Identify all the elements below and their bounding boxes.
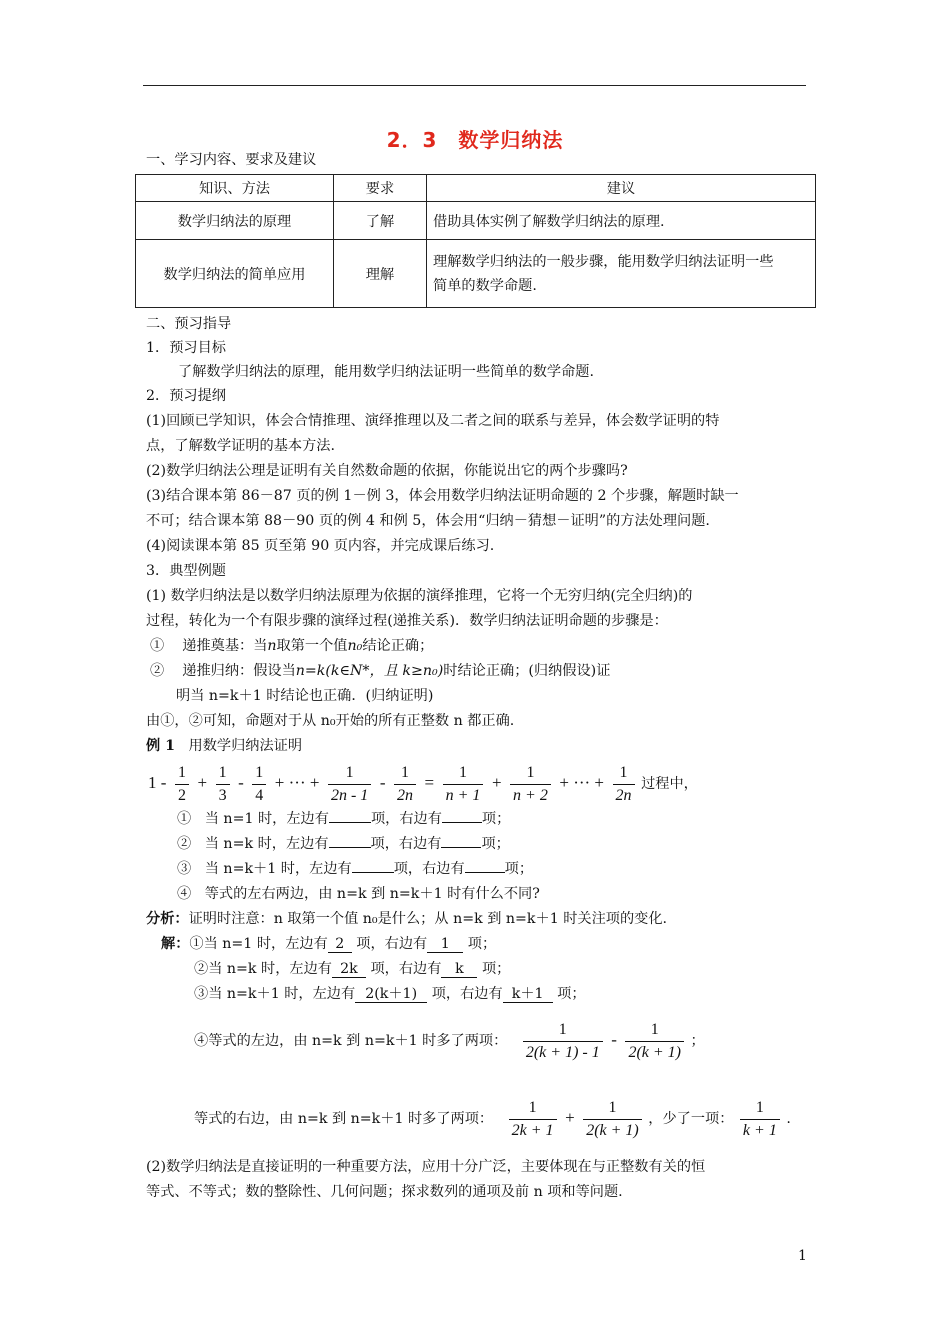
solution-text: 项，右边有 (356, 936, 428, 952)
denominator: 2 (177, 786, 186, 804)
example-text: 用数学归纳法证明 (188, 738, 303, 754)
fraction (175, 762, 189, 807)
table-cell (427, 202, 816, 240)
answer-blank[interactable] (329, 822, 371, 823)
solution-line-3 (194, 984, 586, 1004)
numerator: 1 (216, 762, 230, 785)
fraction (252, 762, 266, 807)
closing-line: (2)数学归纳法是直接证明的一种重要方法，应用十分广泛，主要体现在与正整数有关的恒 (146, 1159, 706, 1175)
step-number: ② (150, 663, 165, 679)
subheading-outline: 2．预习提纲 (146, 388, 226, 404)
table-row (136, 240, 816, 308)
table-header-row (136, 175, 816, 202)
solution-text: ③当 n=k＋1 时，左边有 (194, 986, 356, 1002)
question-text: 项； (481, 811, 511, 827)
denominator: 2n - 1 (330, 786, 369, 804)
solution-line-2 (194, 959, 510, 979)
fraction (328, 762, 371, 807)
numerator: 1 (175, 762, 189, 785)
header-rule (143, 85, 806, 86)
analysis-text: 证明时注意：n 取第一个值 n₀是什么；从 n=k 到 n=k＋1 时关注项的变化. (188, 911, 668, 927)
answer-value: 2(k＋1) (355, 986, 427, 1003)
solution-label: 解： (161, 936, 190, 952)
numerator: 1 (625, 1019, 684, 1042)
solution-text: 项； (467, 936, 497, 952)
table-row (136, 202, 816, 240)
question-3 (177, 859, 533, 879)
section-heading-2: 二、预习指导 (146, 316, 232, 332)
answer-value: 1 (427, 936, 463, 953)
question-text: 项； (504, 861, 534, 877)
answer-value: k (441, 961, 477, 978)
denominator: 2(k + 1) - 1 (525, 1043, 600, 1061)
denominator: 2(k + 1) (586, 1121, 639, 1139)
ellipsis: + ··· + (274, 773, 320, 792)
denominator: 4 (255, 786, 264, 804)
solution-text: 项； (557, 986, 586, 1002)
operator: - (379, 773, 386, 792)
numerator: 1 (583, 1097, 642, 1120)
section-heading-1: 一、学习内容、要求及建议 (146, 152, 317, 168)
outline-line: (3)结合课本第 86－87 页的例 1－例 3，体会用数学归纳法证明命题的 2 个步骤，解题时缺一 (146, 488, 739, 504)
question-text: 项，右边有 (393, 861, 465, 877)
outline-line: (1)回顾已学知识，体会合情推理、演绎推理以及二者之间的联系与差异，体会数学证明的特 (146, 413, 720, 429)
question-text: 当 n=k 时，左边有 (204, 836, 329, 852)
question-text: 当 n=k＋1 时，左边有 (204, 861, 352, 877)
solution-text: ，少了一项： (648, 1111, 734, 1127)
fraction (523, 1019, 603, 1064)
solution-text: ； (690, 1033, 705, 1049)
step-text: 时结论正确；(归纳假设)证 (443, 663, 611, 679)
numerator: 1 (510, 762, 551, 785)
solution-text: 项，右边有 (370, 961, 442, 977)
page-number: 1 (798, 1248, 807, 1264)
identity-equation (146, 760, 698, 806)
denominator: 2(k + 1) (628, 1043, 681, 1061)
question-number: ① (177, 811, 192, 827)
table-cell: 理解 (334, 240, 427, 308)
numerator: 1 (394, 762, 416, 785)
cell-text: 理解数学归纳法的一般步骤，能用数学归纳法证明一些 (433, 253, 774, 270)
question-text: 项，右边有 (370, 836, 442, 852)
answer-blank[interactable] (465, 872, 505, 873)
analysis (146, 909, 667, 929)
goal-text: 了解数学归纳法的原理，能用数学归纳法证明一些简单的数学命题. (178, 364, 594, 380)
answer-blank[interactable] (441, 847, 481, 848)
solution-line-5 (194, 1094, 791, 1142)
step-2-continuation: 明当 n=k＋1 时结论也正确．(归纳证明) (176, 688, 434, 704)
equation-term: 1 - (148, 773, 167, 792)
paragraph-line: 过程，转化为一个有限步骤的演绎过程(递推关系)．数学归纳法证明命题的步骤是： (146, 613, 668, 629)
question-number: ② (177, 836, 192, 852)
closing-line: 等式、不等式；数的整除性、几何问题；探求数列的通项及前 n 项和等问题. (146, 1184, 623, 1200)
question-text: 项； (481, 836, 510, 852)
numerator: 1 (443, 762, 484, 785)
table-header-cell: 知识、方法 (136, 175, 334, 202)
numerator: 1 (252, 762, 266, 785)
outline-line: 点，了解数学证明的基本方法. (146, 438, 335, 454)
answer-value: 2k (332, 961, 366, 978)
solution-text: 等式的右边，由 n=k 到 n=k＋1 时多了两项： (194, 1111, 494, 1127)
question-number: ③ (177, 861, 192, 877)
question-text: 等式的左右两边，由 n=k 到 n=k＋1 时有什么不同? (204, 886, 540, 902)
fraction (740, 1097, 780, 1142)
fraction (216, 762, 230, 807)
fraction (510, 762, 551, 807)
denominator: n + 1 (445, 786, 481, 804)
fraction (509, 1097, 557, 1142)
step-text: 取第一个值 (276, 638, 348, 654)
operator: + (565, 1108, 575, 1127)
denominator: 2n (397, 786, 413, 804)
paragraph-line: (1) 数学归纳法是以数学归纳法原理为依据的演绎推理，它将一个无穷归纳(完全归纳)的 (146, 588, 693, 604)
solution-text: . (786, 1111, 791, 1127)
step-text: 递推归纳：假设当 (182, 663, 296, 679)
operator: - (611, 1030, 617, 1049)
answer-blank[interactable] (329, 847, 371, 848)
numerator: 1 (613, 762, 635, 785)
table-cell: 了解 (334, 202, 427, 240)
denominator: 2n (615, 786, 632, 804)
numerator: 1 (328, 762, 371, 785)
outline-line: (4)阅读课本第 85 页至第 90 页内容，并完成课后练习. (146, 538, 495, 554)
step-expression: n=k(k∈N*，且 k≥n₀) (295, 663, 444, 679)
question-4 (177, 884, 540, 904)
step-number: ① (150, 638, 165, 654)
requirements-table (135, 174, 816, 308)
numerator: 1 (523, 1019, 603, 1042)
answer-value: k＋1 (503, 986, 553, 1003)
table-cell: 数学归纳法的原理 (136, 202, 334, 240)
table-header-cell: 建议 (427, 175, 816, 202)
example-label: 例 1 (146, 738, 175, 754)
page-title: 2．3 数学归纳法 (386, 128, 564, 152)
numerator: 1 (740, 1097, 780, 1120)
outline-line: 不可；结合课本第 88－90 页的例 4 和例 5，体会用“归纳－猜想－证明”的方法处理问题. (146, 513, 710, 529)
answer-blank[interactable] (352, 872, 394, 873)
cell-text: 简单的数学命题. (433, 277, 537, 294)
fraction (613, 762, 635, 807)
solution-line-4 (194, 1016, 705, 1064)
table-header-cell: 要求 (334, 175, 427, 202)
question-1 (177, 809, 510, 829)
var-n0: n₀ (347, 638, 363, 654)
denominator: 3 (218, 786, 227, 804)
table-cell (427, 240, 816, 308)
answer-value: 2 (328, 936, 352, 953)
solution-text: ②当 n=k 时，左边有 (194, 961, 332, 977)
operator: + (491, 773, 502, 792)
question-number: ④ (177, 886, 192, 902)
question-text: 当 n=1 时，左边有 (204, 811, 329, 827)
answer-blank[interactable] (442, 822, 482, 823)
question-text: 项，右边有 (370, 811, 442, 827)
var-n: n (267, 638, 277, 654)
solution-line-1 (161, 934, 496, 954)
fraction (394, 762, 416, 807)
denominator: n + 2 (513, 786, 548, 804)
numerator: 1 (509, 1097, 557, 1120)
step-text: 结论正确； (362, 638, 434, 654)
operator: + (197, 773, 208, 792)
fraction (583, 1097, 642, 1142)
step-text: 递推奠基：当 (182, 638, 268, 654)
equation-tail: 过程中， (641, 776, 698, 792)
denominator: k + 1 (742, 1121, 777, 1139)
step-1 (150, 636, 433, 656)
outline-line: (2)数学归纳法公理是证明有关自然数命题的依据，你能说出它的两个步骤吗? (146, 463, 628, 479)
solution-text: ①当 n=1 时，左边有 (189, 936, 328, 952)
example-heading (146, 736, 302, 756)
solution-text: ④等式的左边，由 n=k 到 n=k＋1 时多了两项： (194, 1033, 508, 1049)
analysis-label: 分析： (146, 911, 189, 927)
cell-text: 借助具体实例了解数学归纳法的原理. (433, 213, 665, 230)
solution-text: 项； (481, 961, 511, 977)
denominator: 2k + 1 (511, 1121, 554, 1139)
table-cell: 数学归纳法的简单应用 (136, 240, 334, 308)
fraction (443, 762, 484, 807)
subheading-examples: 3．典型例题 (146, 563, 226, 579)
fraction (625, 1019, 684, 1064)
step-2 (150, 661, 610, 681)
solution-text: 项，右边有 (431, 986, 503, 1002)
equals-sign: = (424, 773, 435, 792)
subheading-goal: 1．预习目标 (146, 340, 226, 356)
conclusion: 由①，②可知，命题对于从 n₀开始的所有正整数 n 都正确. (146, 713, 515, 729)
question-2 (177, 834, 510, 854)
ellipsis: + ··· + (559, 773, 605, 792)
operator: - (238, 773, 244, 792)
